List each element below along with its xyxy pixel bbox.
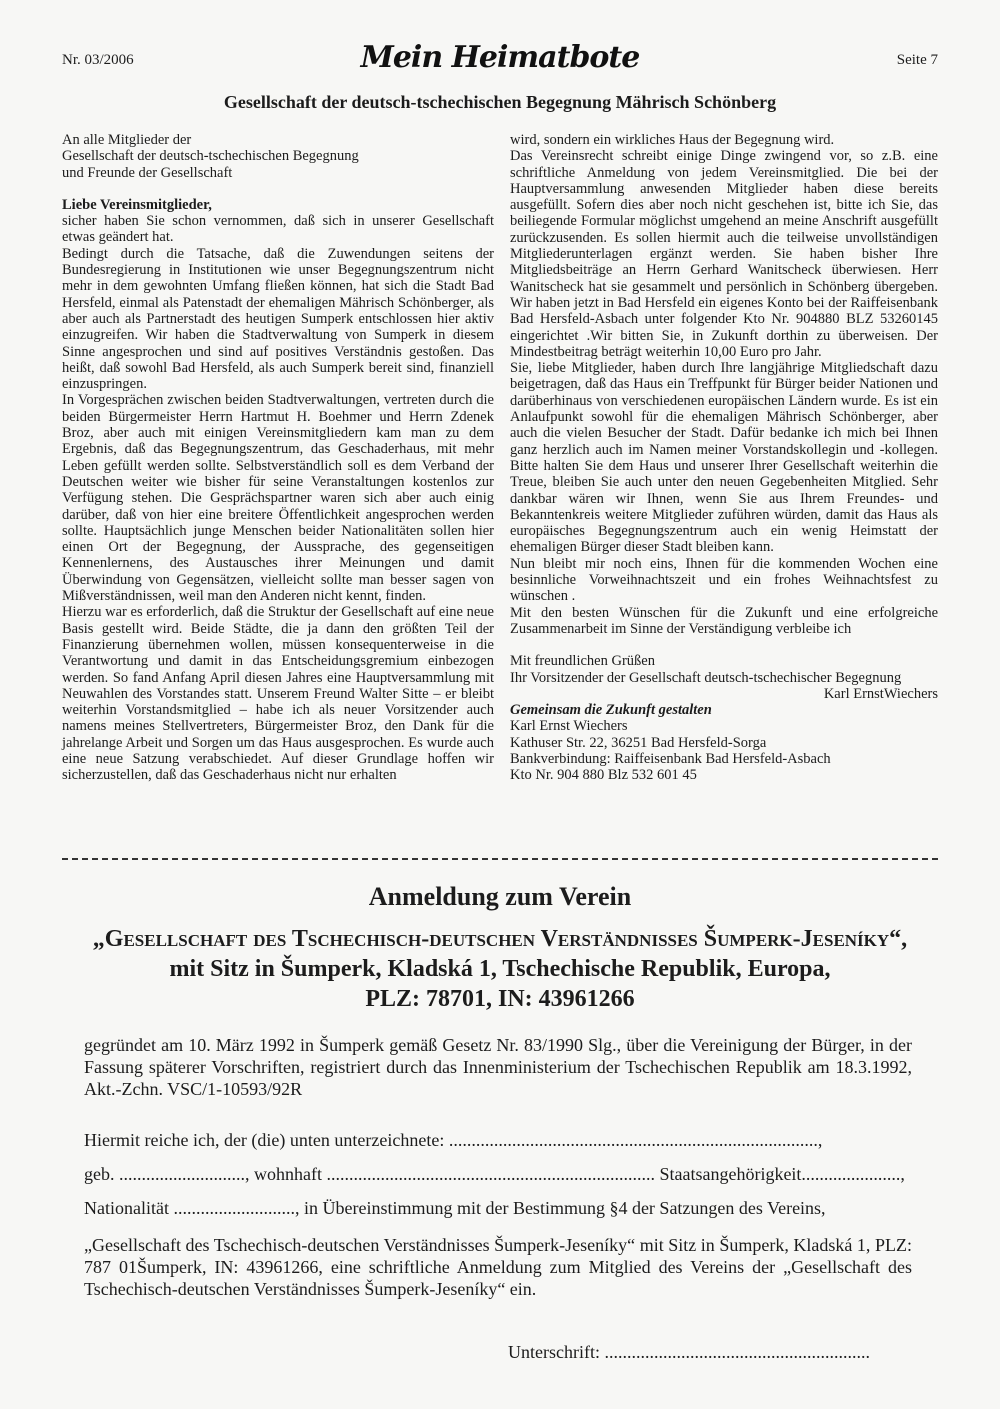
- signature-role: Ihr Vorsitzender der Gesellschaft deutsch-tschechischer Begegnung: [510, 669, 902, 686]
- signature-name: Karl ErnstWiechers: [823, 685, 938, 702]
- paragraph: Nun bleibt mir noch eins, Ihnen für die kommenden Wochen eine besinnliche Vorweihnachtszeit und ein frohes Weihnachtsfest zu wünschen .: [510, 555, 938, 605]
- article-left-column: [62, 132, 494, 784]
- closing: Mit freundlichen Grüßen: [510, 653, 655, 670]
- paragraph: wird, sondern ein wirkliches Haus der Begegnung wird.: [510, 132, 835, 148]
- founding-text: [84, 1034, 912, 1100]
- article-title: Gesellschaft der deutsch-tschechischen Begegnung Mährisch Schönberg: [223, 92, 777, 112]
- salutation: Liebe Vereinsmitglieder,: [62, 196, 212, 213]
- declaration-text: [84, 1234, 912, 1300]
- organization-ids: PLZ: 78701, IN: 43961266: [365, 986, 635, 1012]
- paragraph: sicher haben Sie schon vernommen, daß sich in unserer Gesellschaft etwas geändert hat.: [62, 213, 494, 246]
- field-undersigned[interactable]: Hiermit reiche ich, der (die) unten unterzeichnete: ..................................................................................,: [84, 1130, 823, 1150]
- field-birth-residence-citizenship[interactable]: geb. ............................, wohnhaft ......................................................................... Staatsangehörigkeit......................,: [84, 1164, 905, 1184]
- form-title: Anmeldung zum Verein: [368, 882, 632, 911]
- organization-seat: mit Sitz in Šumperk, Kladská 1, Tschechische Republik, Europa,: [169, 956, 831, 982]
- paragraph: In Vorgesprächen zwischen beiden Stadtverwaltungen, vertreten durch die beiden Bürgermeister Herrn Hartmut H. Boehmer und Herrn Zdenek Broz, aber auch mit einigen Vereinsmitgliedern kam man zu dem Ergebnis, daß das Begegnungszentrum, das Geschaderhaus, mit mehr Leben gefüllt werden sollte. Selbstverständlich soll es dem Verband der Deutschen weiter wie bisher für seine Veranstaltungen kostenlos zur Verfügung stehen. Die Gesprächspartner waren sich aber auch einig darüber, daß von hier eine breitere Öffentlichkeit angesprochen werden sollte. Hauptsächlich junge Menschen beider Nationalitäten sollen hier einen Ort der Begegnung, der Aussprache, des gegenseitigen Kennenlernens, des Austausches ihrer Meinungen und damit Überwindung von Gegensätzen, vielleicht sollte man besser sagen von Mißverständnissen, weil man den Anderen nicht kennt, finden.: [62, 392, 494, 605]
- issue-number: Nr. 03/2006: [62, 52, 134, 68]
- paragraph: Mit den besten Wünschen für die Zukunft und eine erfolgreiche Zusammenarbeit im Sinne der Verständigung verbleibe ich: [510, 604, 938, 637]
- signature-field[interactable]: Unterschrift: ...........................................................: [508, 1342, 870, 1362]
- address-line: Gesellschaft der deutsch-tschechischen Begegnung: [62, 148, 359, 165]
- paragraph: Sie, liebe Mitglieder, haben durch Ihre langjährige Mitgliedschaft dazu beigetragen, daß das Haus ein Treffpunkt für Bürger beider Nationen und darüberhinaus von verschiedenen europäischen Ländern wurde. Es ist ein Anlaufpunkt sowohl für die ehemaligen Mährisch Schönberger, aber auch die vielen Besucher der Stadt. Dafür bedanke ich mich bei Ihnen ganz herzlich auch im Namen meiner Vorstandskollegin und -kollegen. Bitte halten Sie dem Haus und unserer Ihrer Gesellschaft weiterhin die Treue, bleiben Sie auch unter den neuen Gegebenheiten Mitglied. Sehr dankbar wären wir Ihnen, wenn Sie aus Ihrem Freundes- und Bekanntenkreis weitere Mitglieder zuführen würden, damit das Haus als europäisches Begegnungszentrum auch ein wenig Heimstatt der ehemaligen Bürger dieser Stadt bleiben kann.: [510, 360, 938, 556]
- address-line: und Freunde der Gesellschaft: [62, 164, 233, 181]
- paragraph: Das Vereinsrecht schreibt einige Dinge zwingend vor, so z.B. eine schriftliche Anmeldung von jedem Vereinsmitglied. Die bei der Hauptversammlung anwesenden Mitglieder haben diese bereits ausgefüllt. Sofern dies aber noch nicht geschehen ist, bitte ich Sie, das beiliegende Formular möglichst umgehend an meine Anschrift ausgefüllt zurückzusenden. Es sollen hiermit auch die teilweise unvollständigen Mitgliederunterlagen ergänzt werden. Sie haben bisher Ihre Mitgliedsbeiträge an Herrn Gerhard Wanitscheck überwiesen. Herr Wanitscheck hat sie gesammelt und persönlich in Schönberg übergeben. Wir haben jetzt in Bad Hersfeld ein eigenes Konto bei der Raiffeisenbank Bad Hersfeld-Asbach unter folgender Kto Nr. 904880 BLZ 53260145 eingerichtet .Wir bitten Sie, in Zukunft dorthin zu überweisen. Der Mindestbeitrag beträgt weiterhin 10,00 Euro pro Jahr.: [510, 148, 938, 360]
- motto: Gemeinsam die Zukunft gestalten: [510, 702, 712, 719]
- paragraph: Bedingt durch die Tatsache, daß die Zuwendungen seitens der Bundesregierung in Institutionen wie unser Begegnungszentrum nicht mehr in dem gewohnten Umfang fließen können, hat sich die Stadt Bad Hersfeld, einmal als Patenstadt der ehemaligen Mährisch Schönberger, als aber auch als Partnerstadt des heutigen Sumperk entschlossen hier aktiv einzugreifen. Wir haben die Stadtverwaltung von Sumperk in diesem Sinne angesprochen und sind auf positives Verständnis gestoßen. Das heißt, daß sowohl Bad Hersfeld, als auch Sumperk bereit sind, finanziell einzuspringen.: [62, 245, 494, 393]
- declaration-paragraph: „Gesellschaft des Tschechisch-deutschen Verständnisses Šumperk-Jeseníky“ mit Sitz in Šumperk, Kladská 1, PLZ: 787 01Šumperk, IN: 43961266, eine schriftliche Anmeldung zum Mitglied des Vereins der „Gesellschaft des Tschechisch-deutschen Verständnisses Šumperk-Jeseníky“ ein.: [84, 1235, 912, 1299]
- contact-line: Kathuser Str. 22, 36251 Bad Hersfeld-Sorga: [510, 734, 767, 751]
- address-line: An alle Mitglieder der: [62, 132, 192, 148]
- masthead-logo: Mein Heimatbote: [360, 40, 640, 75]
- contact-line: Bankverbindung: Raiffeisenbank Bad Hersfeld-Asbach: [510, 750, 831, 767]
- founding-paragraph: gegründet am 10. März 1992 in Šumperk gemäß Gesetz Nr. 83/1990 Slg., über die Vereinigung der Bürger, in der Fassung späterer Vorschriften, registriert durch das Innenministerium der Tschechischen Republik am 18.3.1992, Akt.-Zchn. VSC/1-10593/92R: [84, 1035, 912, 1099]
- contact-line: Karl Ernst Wiechers: [510, 718, 628, 735]
- paragraph: Hierzu war es erforderlich, daß die Struktur der Gesellschaft auf eine neue Basis gestellt wird. Beide Städte, die ja dann den größten Teil der Finanzierung übernehmen wollen, müssen konsequenterweise in die Verantwortung und damit in das Entscheidungsgremium einbezogen werden. So fand Anfang April diesen Jahres eine Hauptversammlung mit Neuwahlen des Vorstandes statt. Unserem Freund Walter Sitte – er bleibt weiterhin Vorstandsmitglied – habe ich als neuer Vorsitzender auch namens meines Stellvertreters, Bürgermeister Broz, den Dank für die jahrelange Arbeit und Sorgen um das Haus ausgesprochen. Es wurde auch eine neue Satzung verabschiedet. Auf dieser Grundlage hoffen wir sicherzustellen, daß das Geschaderhaus nicht nur erhalten: [62, 604, 494, 784]
- form-organization: [0, 924, 1000, 1014]
- field-nationality[interactable]: Nationalität ..........................., in Übereinstimmung mit der Bestimmung §4 der Satzungen des Vereins,: [84, 1198, 826, 1218]
- article-right-column: [510, 132, 938, 784]
- cut-line-divider: [62, 858, 938, 860]
- page-number: Seite 7: [896, 52, 938, 68]
- contact-line: Kto Nr. 904 880 Blz 532 601 45: [510, 767, 697, 784]
- organization-name: „Gesellschaft des Tschechisch-deutschen Verständnisses Šumperk-Jeseníky“,: [92, 926, 908, 952]
